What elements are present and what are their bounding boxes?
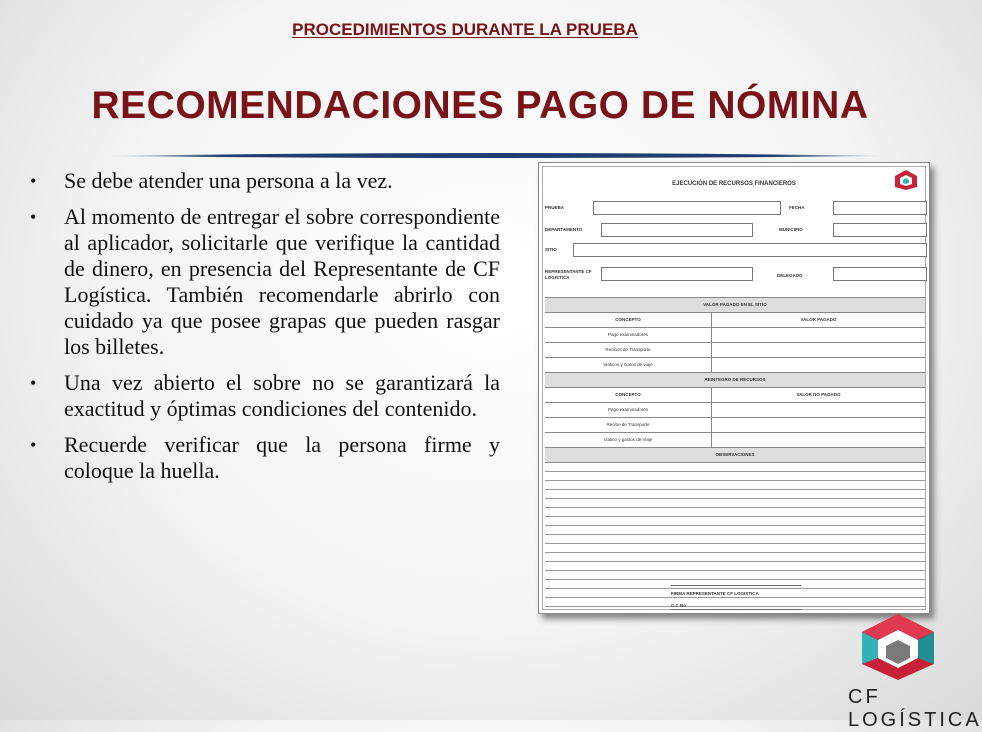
table-row: Pago examinadores — [545, 328, 925, 343]
label-delegado: DELEGADO — [777, 273, 803, 278]
representante-field — [601, 267, 753, 281]
bullet-item: • Al momento de entregar el sobre correspondiente al aplicador, solicitarle que verifique la cantidad de dinero, en presencia del Representante de CF Logística. También recomendarle abrirlo con cuidado ya que posee grapas que pueden rasgar los billetes. — [30, 204, 500, 359]
table-row: Viaticos y Gatos de viaje — [545, 358, 925, 373]
departamento-field — [601, 223, 753, 237]
signature-label: FIRMA REPRESENTANTE CF LOGISTICA — [671, 591, 759, 596]
logo-wordmark: CF LOGÍSTICA — [848, 686, 982, 731]
recommendations-list — [30, 168, 500, 494]
label-prueba: PRUEBA — [545, 205, 565, 210]
title-underline — [108, 150, 888, 162]
fecha-field — [833, 201, 927, 215]
paid-table — [545, 297, 925, 607]
refund-column-headers: CONCEPTO VALOR NO PAGADO — [545, 388, 925, 403]
delegado-field — [833, 267, 927, 281]
bullet-item: • Se debe atender una persona a la vez. — [30, 168, 393, 193]
table-row: Recibo de Transporte — [545, 418, 925, 433]
cc-line — [671, 609, 801, 610]
table-row: Recibos de Transporte — [545, 343, 925, 358]
label-municipio: MUNICIPIO — [779, 227, 803, 232]
refund-section-header: REINTEGRO DE RECURSOS — [545, 373, 925, 388]
form-logo-icon — [893, 169, 919, 191]
prueba-field — [593, 201, 781, 215]
label-sitio: SITIO — [545, 247, 557, 252]
bullet-item: • Una vez abierto el sobre no se garantizará la exactitud y óptimas condiciones del contenido. — [30, 370, 500, 421]
label-representante: REPRESENTANTE CF LOGISTICA — [545, 269, 592, 280]
municipio-field — [833, 223, 927, 237]
bullet-item: • Recuerde verificar que la persona firme y coloque la huella. — [30, 432, 500, 483]
slide-title: RECOMENDACIONES PAGO DE NÓMINA — [91, 84, 869, 127]
label-fecha: FECHA — [789, 205, 805, 210]
paid-section-header: VALOR PAGADO EN EL SITIO — [545, 298, 925, 313]
payment-form-image — [538, 162, 930, 614]
cf-logistica-logo-icon — [858, 612, 938, 682]
signature-line — [671, 585, 801, 586]
table-row: Pago examinadores — [545, 403, 925, 418]
form-title: EJECUCIÓN DE RECURSOS FINANCIEROS — [672, 181, 796, 187]
paid-column-headers: CONCEPTO VALOR PAGADO — [545, 313, 925, 328]
table-row: Viatico y gastos de Viaje — [545, 433, 925, 448]
label-departamento: DEPARTAMENTO — [545, 227, 583, 232]
observations-header: OBSERVACIONES — [545, 448, 925, 463]
cc-label: C.C No — [671, 603, 686, 608]
section-kicker: PROCEDIMIENTOS DURANTE LA PRUEBA — [292, 20, 638, 39]
sitio-field — [573, 243, 927, 257]
